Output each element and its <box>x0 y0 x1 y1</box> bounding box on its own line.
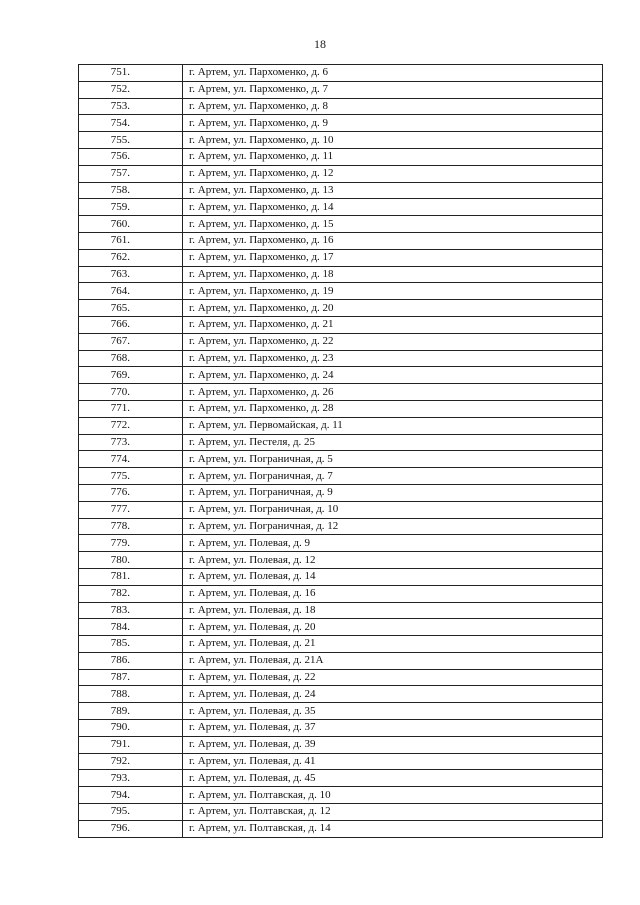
table-row <box>79 165 603 182</box>
table-row <box>79 770 603 787</box>
row-address: г. Артем, ул. Пархоменко, д. 20 <box>183 300 603 317</box>
row-address: г. Артем, ул. Полевая, д. 9 <box>183 535 603 552</box>
table-row <box>79 115 603 132</box>
row-address: г. Артем, ул. Пограничная, д. 7 <box>183 468 603 485</box>
table-row <box>79 568 603 585</box>
row-address: г. Артем, ул. Пархоменко, д. 7 <box>183 81 603 98</box>
row-address: г. Артем, ул. Полевая, д. 41 <box>183 753 603 770</box>
row-address: г. Артем, ул. Пархоменко, д. 24 <box>183 367 603 384</box>
row-address: г. Артем, ул. Пограничная, д. 12 <box>183 518 603 535</box>
table-row <box>79 552 603 569</box>
row-address: г. Артем, ул. Пархоменко, д. 14 <box>183 199 603 216</box>
table-row <box>79 283 603 300</box>
row-address: г. Артем, ул. Полевая, д. 21А <box>183 652 603 669</box>
table-row <box>79 636 603 653</box>
row-address: г. Артем, ул. Пархоменко, д. 19 <box>183 283 603 300</box>
row-address: г. Артем, ул. Пархоменко, д. 10 <box>183 132 603 149</box>
table-row <box>79 535 603 552</box>
row-number: 790. <box>79 720 183 737</box>
row-number: 786. <box>79 652 183 669</box>
table-row <box>79 316 603 333</box>
row-number: 762. <box>79 249 183 266</box>
row-address: г. Артем, ул. Полевая, д. 14 <box>183 568 603 585</box>
row-address: г. Артем, ул. Пархоменко, д. 18 <box>183 266 603 283</box>
table-row <box>79 417 603 434</box>
row-address: г. Артем, ул. Полевая, д. 45 <box>183 770 603 787</box>
row-address: г. Артем, ул. Полевая, д. 20 <box>183 619 603 636</box>
row-number: 760. <box>79 216 183 233</box>
table-row <box>79 350 603 367</box>
row-address: г. Артем, ул. Пархоменко, д. 6 <box>183 65 603 82</box>
row-address: г. Артем, ул. Полевая, д. 24 <box>183 686 603 703</box>
row-address: г. Артем, ул. Пархоменко, д. 12 <box>183 165 603 182</box>
table-row <box>79 451 603 468</box>
row-address: г. Артем, ул. Пестеля, д. 25 <box>183 434 603 451</box>
row-number: 788. <box>79 686 183 703</box>
row-number: 761. <box>79 232 183 249</box>
row-address: г. Артем, ул. Пархоменко, д. 16 <box>183 232 603 249</box>
table-row <box>79 518 603 535</box>
table-row <box>79 820 603 837</box>
row-number: 787. <box>79 669 183 686</box>
row-address: г. Артем, ул. Пархоменко, д. 13 <box>183 182 603 199</box>
row-number: 771. <box>79 400 183 417</box>
row-number: 774. <box>79 451 183 468</box>
row-number: 773. <box>79 434 183 451</box>
row-number: 768. <box>79 350 183 367</box>
row-address: г. Артем, ул. Пограничная, д. 10 <box>183 501 603 518</box>
row-number: 752. <box>79 81 183 98</box>
row-address: г. Артем, ул. Полевая, д. 12 <box>183 552 603 569</box>
address-table-body <box>79 65 603 838</box>
row-address: г. Артем, ул. Пограничная, д. 5 <box>183 451 603 468</box>
row-address: г. Артем, ул. Пархоменко, д. 26 <box>183 384 603 401</box>
table-row <box>79 249 603 266</box>
row-number: 795. <box>79 804 183 821</box>
row-number: 777. <box>79 501 183 518</box>
row-address: г. Артем, ул. Полевая, д. 35 <box>183 703 603 720</box>
table-row <box>79 736 603 753</box>
row-number: 793. <box>79 770 183 787</box>
row-address: г. Артем, ул. Полевая, д. 37 <box>183 720 603 737</box>
row-number: 753. <box>79 98 183 115</box>
row-number: 763. <box>79 266 183 283</box>
row-number: 796. <box>79 820 183 837</box>
table-row <box>79 333 603 350</box>
page-number: 18 <box>314 37 326 51</box>
row-number: 766. <box>79 316 183 333</box>
table-row <box>79 148 603 165</box>
table-row <box>79 484 603 501</box>
table-row <box>79 81 603 98</box>
table-row <box>79 300 603 317</box>
row-address: г. Артем, ул. Полевая, д. 22 <box>183 669 603 686</box>
table-row <box>79 132 603 149</box>
row-address: г. Артем, ул. Полтавская, д. 14 <box>183 820 603 837</box>
table-row <box>79 602 603 619</box>
table-row <box>79 669 603 686</box>
row-number: 759. <box>79 199 183 216</box>
row-number: 781. <box>79 568 183 585</box>
row-address: г. Артем, ул. Пархоменко, д. 23 <box>183 350 603 367</box>
row-number: 770. <box>79 384 183 401</box>
table-row <box>79 182 603 199</box>
row-number: 758. <box>79 182 183 199</box>
row-address: г. Артем, ул. Полтавская, д. 10 <box>183 787 603 804</box>
table-row <box>79 232 603 249</box>
row-number: 755. <box>79 132 183 149</box>
row-number: 754. <box>79 115 183 132</box>
row-address: г. Артем, ул. Полевая, д. 18 <box>183 602 603 619</box>
table-row <box>79 652 603 669</box>
row-number: 780. <box>79 552 183 569</box>
row-number: 783. <box>79 602 183 619</box>
table-row <box>79 98 603 115</box>
table-row <box>79 501 603 518</box>
row-number: 757. <box>79 165 183 182</box>
table-row <box>79 787 603 804</box>
row-address: г. Артем, ул. Пархоменко, д. 11 <box>183 148 603 165</box>
row-address: г. Артем, ул. Полтавская, д. 12 <box>183 804 603 821</box>
address-table <box>78 64 603 838</box>
row-address: г. Артем, ул. Пархоменко, д. 28 <box>183 400 603 417</box>
table-row <box>79 585 603 602</box>
row-address: г. Артем, ул. Пархоменко, д. 17 <box>183 249 603 266</box>
row-address: г. Артем, ул. Пархоменко, д. 15 <box>183 216 603 233</box>
row-number: 782. <box>79 585 183 602</box>
row-address: г. Артем, ул. Пархоменко, д. 9 <box>183 115 603 132</box>
table-row <box>79 619 603 636</box>
row-number: 785. <box>79 636 183 653</box>
row-number: 791. <box>79 736 183 753</box>
table-row <box>79 703 603 720</box>
table-row <box>79 384 603 401</box>
row-number: 779. <box>79 535 183 552</box>
row-number: 784. <box>79 619 183 636</box>
table-row <box>79 266 603 283</box>
table-row <box>79 686 603 703</box>
table-row <box>79 720 603 737</box>
row-address: г. Артем, ул. Полевая, д. 16 <box>183 585 603 602</box>
row-number: 776. <box>79 484 183 501</box>
table-row <box>79 367 603 384</box>
row-number: 775. <box>79 468 183 485</box>
row-address: г. Артем, ул. Полевая, д. 39 <box>183 736 603 753</box>
row-number: 767. <box>79 333 183 350</box>
row-address: г. Артем, ул. Пархоменко, д. 22 <box>183 333 603 350</box>
row-number: 756. <box>79 148 183 165</box>
row-address: г. Артем, ул. Пограничная, д. 9 <box>183 484 603 501</box>
row-address: г. Артем, ул. Первомайская, д. 11 <box>183 417 603 434</box>
row-number: 792. <box>79 753 183 770</box>
table-row <box>79 199 603 216</box>
table-row <box>79 65 603 82</box>
row-address: г. Артем, ул. Пархоменко, д. 21 <box>183 316 603 333</box>
row-address: г. Артем, ул. Пархоменко, д. 8 <box>183 98 603 115</box>
row-number: 772. <box>79 417 183 434</box>
table-row <box>79 468 603 485</box>
row-number: 794. <box>79 787 183 804</box>
row-address: г. Артем, ул. Полевая, д. 21 <box>183 636 603 653</box>
table-row <box>79 753 603 770</box>
row-number: 789. <box>79 703 183 720</box>
row-number: 778. <box>79 518 183 535</box>
table-row <box>79 434 603 451</box>
table-row <box>79 400 603 417</box>
row-number: 751. <box>79 65 183 82</box>
table-row <box>79 804 603 821</box>
table-row <box>79 216 603 233</box>
row-number: 764. <box>79 283 183 300</box>
row-number: 769. <box>79 367 183 384</box>
row-number: 765. <box>79 300 183 317</box>
